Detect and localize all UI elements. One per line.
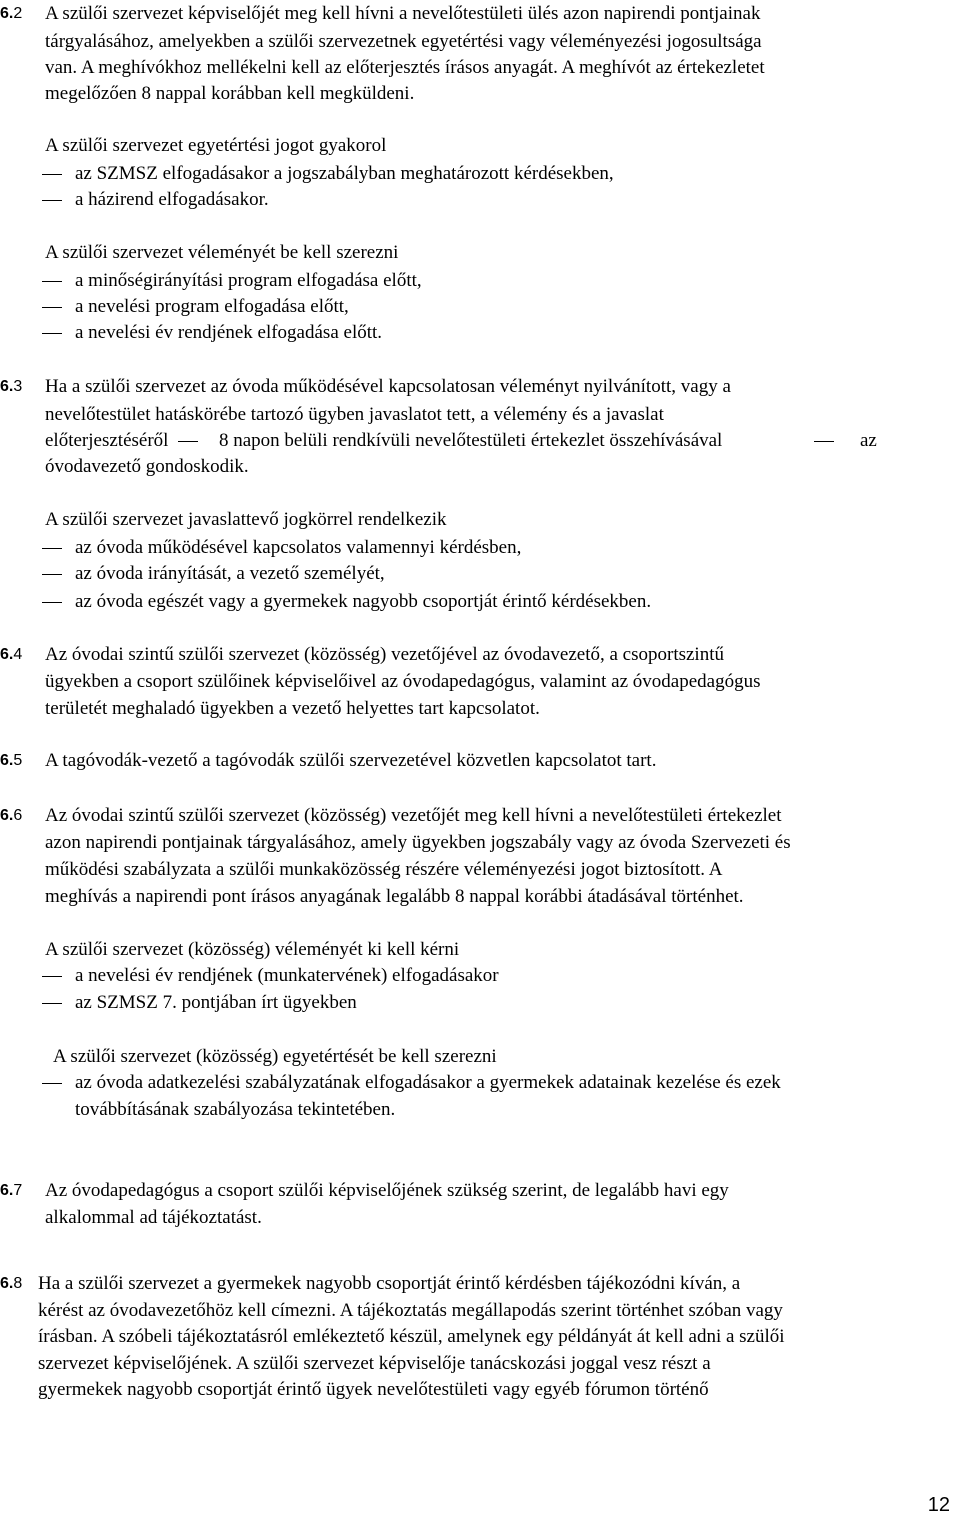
section-number: 6.2 — [0, 5, 23, 22]
paragraph-line: 8 napon belüli rendkívüli nevelőtestületi értekezlet összehívásával — [219, 430, 723, 451]
dash-bullet — [42, 574, 62, 575]
list-intro: A szülői szervezet javaslattevő jogkörrel rendelkezik — [45, 509, 447, 530]
list-item: a házirend elfogadásakor. — [75, 189, 269, 210]
paragraph-line: Az óvodai szintű szülői szervezet (közösség) vezetőjét meg kell hívni a nevelőtestületi értekezlet — [45, 805, 782, 826]
paragraph-line: tárgyalásához, amelyekben a szülői szervezetnek egyetértési vagy véleményezési jogosultsága — [45, 31, 762, 52]
dash-bullet — [814, 441, 834, 442]
list-item: az SZMSZ 7. pontjában írt ügyekben — [75, 992, 357, 1013]
dash-bullet — [42, 976, 62, 977]
paragraph-line: van. A meghívókhoz mellékelni kell az előterjesztés írásos anyagát. A meghívót az értekezletet — [45, 57, 765, 78]
list-item: az óvoda egészét vagy a gyermekek nagyobb csoportját érintő kérdésekben. — [75, 591, 652, 612]
paragraph-line: Az óvodapedagógus a csoport szülői képviselőjének szükség szerint, de legalább havi egy — [45, 1180, 729, 1201]
list-item: a nevelési program elfogadása előtt, — [75, 296, 349, 317]
list-item: a nevelési év rendjének (munkatervének) elfogadásakor — [75, 965, 499, 986]
section-number: 6.6 — [0, 807, 23, 824]
section-number: 6.4 — [0, 646, 23, 663]
dash-bullet — [178, 441, 198, 442]
dash-bullet — [42, 548, 62, 549]
section-number: 6.5 — [0, 752, 23, 769]
section-number: 6.3 — [0, 378, 23, 395]
list-item: az óvoda működésével kapcsolatos valamennyi kérdésben, — [75, 537, 522, 558]
list-intro: A szülői szervezet (közösség) véleményét ki kell kérni — [45, 939, 460, 960]
paragraph-line: területét meghaladó ügyekben a vezető helyettes tart kapcsolatot. — [45, 698, 540, 719]
list-item: az óvoda adatkezelési szabályzatának elfogadásakor a gyermekek adatainak kezelése és ezek — [75, 1072, 781, 1093]
list-intro: A szülői szervezet véleményét be kell szerezni — [45, 242, 399, 263]
paragraph-line: nevelőtestület hatáskörébe tartozó ügyben javaslatot tett, a vélemény és a javaslat — [45, 404, 664, 425]
paragraph-line: Ha a szülői szervezet az óvoda működésével kapcsolatosan véleményt nyilvánított, vagy a — [45, 376, 731, 397]
dash-bullet — [42, 1003, 62, 1004]
list-item: az SZMSZ elfogadásakor a jogszabályban meghatározott kérdésekben, — [75, 163, 614, 184]
paragraph-line: szervezet képviselőjének. A szülői szervezet képviselője tanácskozási joggal vesz részt a — [38, 1353, 711, 1374]
paragraph-line: kérést az óvodavezetőhöz kell címezni. A tájékoztatás megállapodás szerint történhet szóban vagy — [38, 1300, 783, 1321]
paragraph-line: alkalommal ad tájékoztatást. — [45, 1207, 262, 1228]
dash-bullet — [42, 307, 62, 308]
paragraph-line: írásban. A szóbeli tájékoztatásról emlékeztető készül, amelynek egy példányát át kell adni a szülői — [38, 1326, 785, 1347]
dash-bullet — [42, 200, 62, 201]
paragraph-line: megelőzően 8 nappal korábban kell megküldeni. — [45, 83, 415, 104]
paragraph-line: Az óvodai szintű szülői szervezet (közösség) vezetőjével az óvodavezető, a csoportszintű — [45, 644, 724, 665]
paragraph-line: működési szabályzata a szülői munkaközösség részére véleményezési jogot biztosított. A — [45, 859, 723, 880]
paragraph-line: meghívás a napirendi pont írásos anyagának legalább 8 nappal korábbi átadásával történhet. — [45, 886, 744, 907]
page-number: 12 — [927, 1494, 950, 1516]
list-item: az óvoda irányítását, a vezető személyét, — [75, 563, 385, 584]
list-intro: A szülői szervezet egyetértési jogot gyakorol — [45, 135, 387, 156]
list-item: a nevelési év rendjének elfogadása előtt. — [75, 322, 383, 343]
paragraph-line: azon napirendi pontjainak tárgyalásához, amely ügyekben jogszabály vagy az óvoda Szervezeti és — [45, 832, 791, 853]
dash-bullet — [42, 174, 62, 175]
paragraph-line: ügyekben a csoport szülőinek képviselőivel az óvodapedagógus, valamint az óvodapedagógus — [45, 671, 761, 692]
paragraph-line: előterjesztéséről — [45, 430, 169, 451]
paragraph-line: Ha a szülői szervezet a gyermekek nagyobb csoportját érintő kérdésben tájékozódni kíván, a — [38, 1273, 741, 1294]
paragraph-line: A szülői szervezet képviselőjét meg kell hívni a nevelőtestületi ülés azon napirendi pontjainak — [45, 3, 761, 24]
paragraph-line: A tagóvodák-vezető a tagóvodák szülői szervezetével közvetlen kapcsolatot tart. — [45, 750, 657, 771]
section-number: 6.7 — [0, 1182, 23, 1199]
dash-bullet — [42, 1083, 62, 1084]
list-item: a minőségirányítási program elfogadása előtt, — [75, 270, 422, 291]
dash-bullet — [42, 602, 62, 603]
paragraph-line: óvodavezető gondoskodik. — [45, 456, 249, 477]
dash-bullet — [42, 281, 62, 282]
paragraph-line: gyermekek nagyobb csoportját érintő ügyek nevelőtestületi vagy egyéb fórumon történő — [38, 1379, 709, 1400]
list-item-continuation: továbbításának szabályozása tekintetében. — [75, 1099, 396, 1120]
paragraph-line: az — [860, 430, 877, 451]
section-number: 6.8 — [0, 1275, 23, 1292]
dash-bullet — [42, 333, 62, 334]
list-intro: A szülői szervezet (közösség) egyetértését be kell szerezni — [53, 1046, 497, 1067]
